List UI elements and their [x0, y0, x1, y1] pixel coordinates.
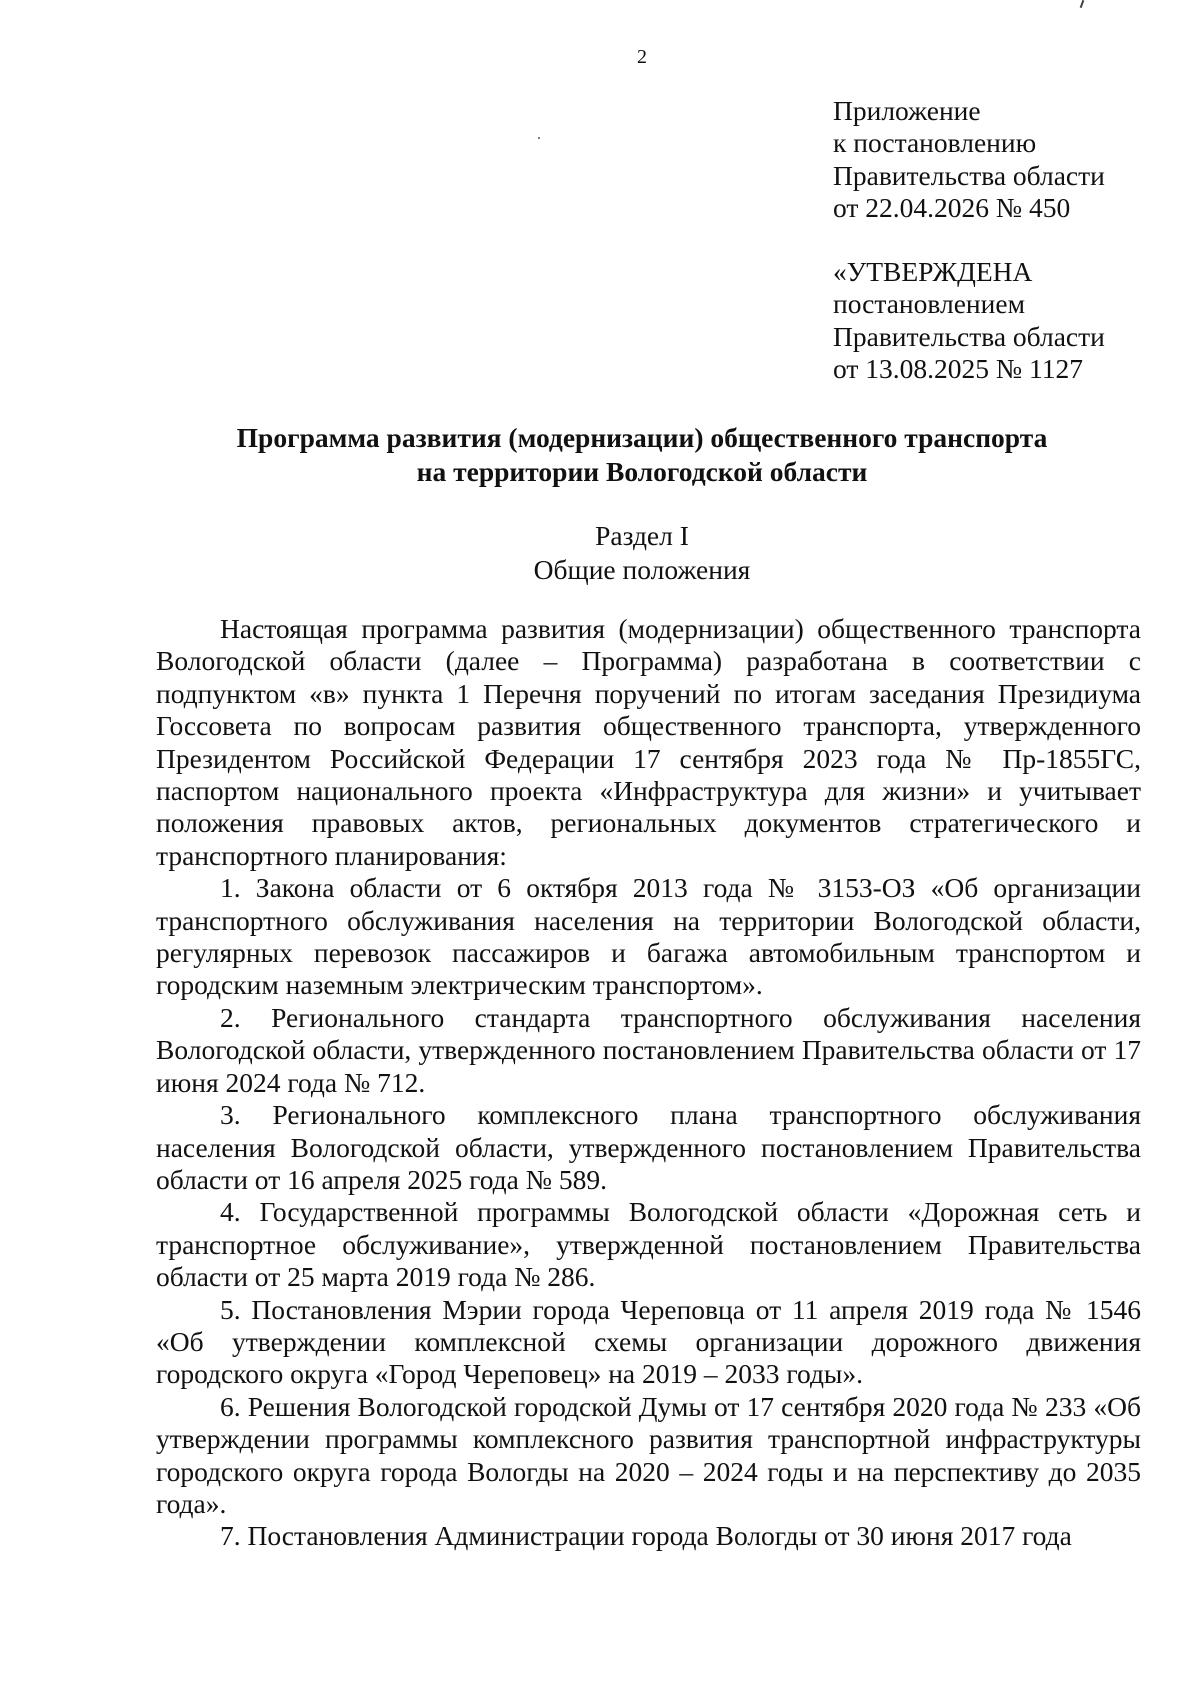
document-body	[156, 613, 1141, 1553]
approved-line: от 13.08.2025 № 1127	[833, 352, 1083, 384]
paragraph-item-7: 7. Постановления Администрации города Вологды от 30 июня 2017 года	[220, 1520, 1072, 1552]
approved-block	[833, 256, 1173, 385]
section-name: Общие положения	[533, 554, 751, 585]
paragraph-item-3: 3. Регионального комплексного плана транспортного обслуживания населения Вологодской области, утвержденного постановлением Правительства области от 16 апреля 2025 года № 589.	[156, 1099, 1141, 1195]
paragraph-item-4: 4. Государственной программы Вологодской области «Дорожная сеть и транспортное обслуживание», утвержденной постановлением Правительства области от 25 марта 2019 года № 286.	[156, 1196, 1141, 1293]
title-line-2: на территории Вологодской области	[416, 456, 868, 487]
paragraph-item-6: 6. Решения Вологодской городской Думы от 17 сентября 2020 года № 233 «Об утверждении программы комплексного развития транспортной инфраструктуры городского округа города Вологды на 2020 – 2024 годы и на перспективу до 2035 года».	[156, 1390, 1141, 1519]
approved-line: «УТВЕРЖДЕНА	[833, 256, 1033, 287]
approved-line: постановлением	[833, 288, 1025, 320]
document-title	[150, 421, 1134, 489]
scan-speck	[538, 137, 540, 139]
appendix-line: от 22.04.2026 № 450	[833, 191, 1071, 223]
appendix-line: Приложение	[833, 95, 981, 126]
paragraph-item-5: 5. Постановления Мэрии города Череповца от 11 апреля 2019 года № 1546 «Об утверждении комплексной схемы организации дорожного движения городского округа «Город Череповец» на 2019 – 2033 годы».	[156, 1293, 1141, 1390]
appendix-block	[833, 95, 1173, 224]
appendix-line: Правительства области	[833, 159, 1105, 191]
paragraph-item-1: 1. Закона области от 6 октября 2013 года № 3153-ОЗ «Об организации транспортного обслуживания населения на территории Вологодской области, регулярных перевозок пассажиров и багажа автомобильным транспортом и городским наземным электрическим транспортом».	[156, 872, 1141, 1001]
section-heading	[150, 519, 1134, 587]
paragraph-intro: Настоящая программа развития (модернизации) общественного транспорта Вологодской области (далее – Программа) разработана в соответствии с подпунктом «в» пункта 1 Перечня поручений по итогам заседания Президиума Госсовета по вопросам развития общественного транспорта, утвержденного Президентом Российской Федерации 17 сентября 2023 года № Пр-1855ГС, паспортом национального проекта «Инфраструктура для жизни» и учитывает положения правовых актов, региональных документов стратегического и транспортного планирования:	[156, 613, 1141, 871]
section-number: Раздел I	[595, 520, 689, 551]
approved-line: Правительства области	[833, 320, 1105, 352]
scan-mark	[1080, 0, 1085, 8]
appendix-line: к постановлению	[833, 127, 1037, 159]
title-line-1: Программа развития (модернизации) общественного транспорта	[236, 422, 1048, 453]
page-number: 2	[637, 46, 647, 68]
paragraph-item-2: 2. Регионального стандарта транспортного обслуживания населения Вологодской области, утвержденного постановлением Правительства области от 17 июня 2024 года № 712.	[156, 1001, 1141, 1098]
